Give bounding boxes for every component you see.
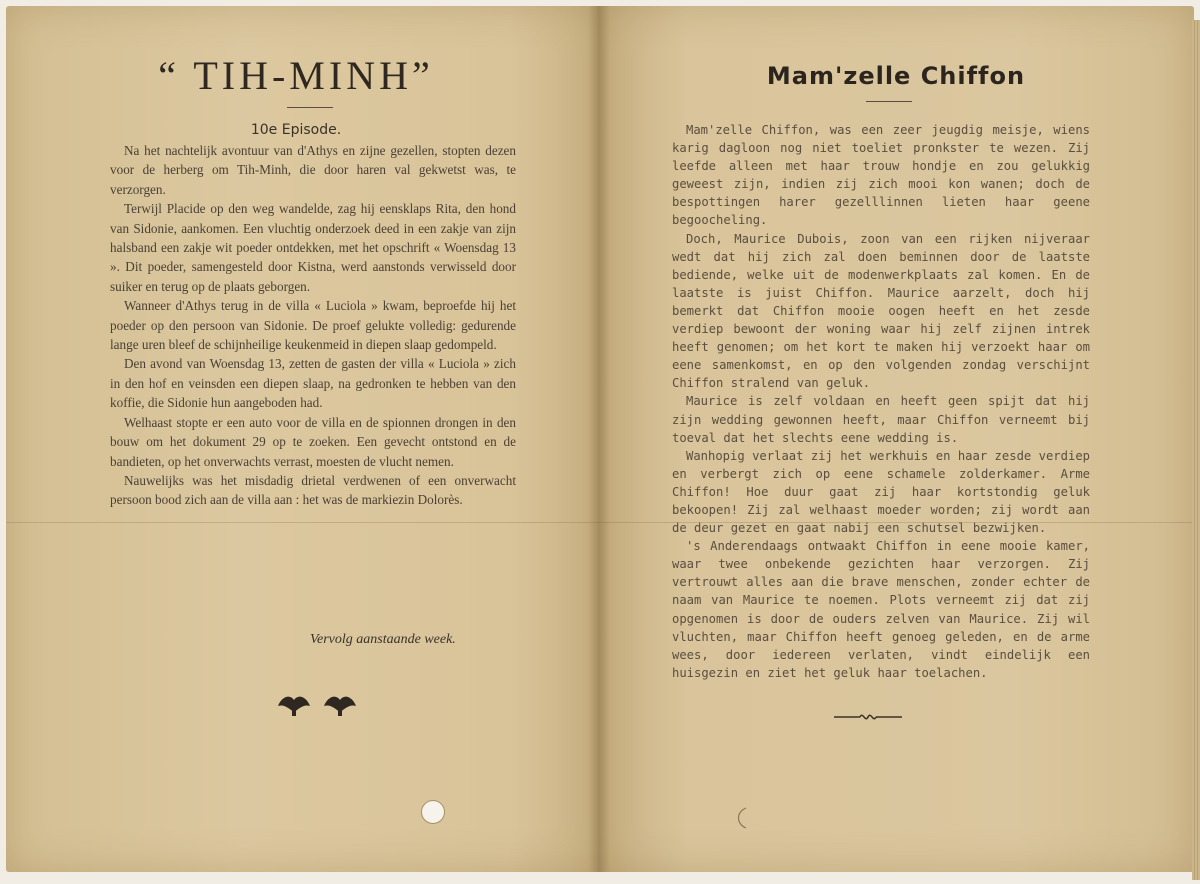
page-stack-edge: [1192, 20, 1200, 880]
punch-hole: [421, 800, 445, 824]
title-rule-left: [287, 107, 333, 108]
paragraph: Den avond van Woensdag 13, zetten de gasten der villa « Luciola » zich in den hof en veinsden een diepen slaap, na gedronken te hebben van den koffie, die Sidonie hun aangeboden had.: [110, 356, 516, 411]
squiggle-divider-icon: [832, 710, 904, 724]
title-rule-right: [866, 101, 912, 102]
paragraph: Welhaast stopte er een auto voor de villa en de spionnen drongen in den bouw om het dokument 29 op te zoeken. Een gevecht ontstond en de bandieten, op het onverwachts verrast, moesten de vlucht nemen.: [110, 414, 516, 469]
paragraph: Wanhopig verlaat zij het werkhuis en haar zesde verdiep en verbergt zich op eene schamele zolderkamer. Arme Chiffon! Hoe duur gaat zij haar kortstondig geluk bekoopen! Zij zal welhaast moeder worden; zij wordt aan de deur gezet en gaat nabij een schutsel bezwijken.: [672, 448, 1090, 536]
continued-next-week: Vervolg aanstaande week.: [310, 632, 456, 647]
left-article-body: [110, 141, 516, 510]
paragraph: Doch, Maurice Dubois, zoon van een rijken nijveraar wedt dat hij zich zal doen beminnen door de laatste bediende, welke uit de modenwerkplaats zal komen. En de laatste is juist Chiffon. Maurice aarzelt, doch hij bemerkt dat Chiffon mooie oogen heeft en het zesde verdiep bewoont der woning waar hij zelf zijnen intrek heeft genomen; om het kort te maken hij verzoekt haar om eene samenkomst, en op den volgenden zondag verschijnt Chiffon stralend van geluk.: [672, 231, 1090, 391]
paragraph: Maurice is zelf voldaan en heeft geen spijt dat hij zijn wedding gewonnen heeft, maar Chiffon verneemt bij toeval dat het slechts eene wedding is.: [672, 394, 1090, 445]
fleuron-pair-icon: [274, 690, 360, 720]
paragraph: Terwijl Placide op den weg wandelde, zag hij eensklaps Rita, den hond van Sidonie, aankomen. Een vluchtig onderzoek deed in een zakje van zijn halsband een zakje wit poeder ontdekken, met het opschrift « Woensdag 13 ». Dit poeder, samengesteld door Kistna, werd aanstonds verwisseld door suiker en terug op de plaats geborgen.: [110, 201, 516, 294]
episode-heading: 10e Episode.: [250, 122, 342, 138]
paragraph: Nauwelijks was het misdadig drietal verdwenen of een onverwacht persoon bood zich aan de villa aan : het was de markiezin Dolorès.: [110, 472, 516, 508]
paragraph: 's Anderendaags ontwaakt Chiffon in eene mooie kamer, waar twee onbekende gezichten haar verzorgen. Zij vertrouwt alles aan die brave menschen, zonder echter de naam van Maurice te noemen. Plots verneemt zij dat zij opgenomen is door de ouders zelven van Maurice. Zij wil vluchten, maar Chiffon heeft genoeg geleden, en de arme wees, door iedereen verlaten, vindt eindelijk een huisgezin en ziet het geluk haar toelachen.: [672, 539, 1090, 680]
left-page-title: “ TIH-MINH”: [158, 53, 434, 98]
page-mark: [734, 806, 748, 830]
paragraph: Na het nachtelijk avontuur van d'Athys en zijne gezellen, stopten dezen voor de herberg om Tih-Minh, die door haren val gekwetst was, te verzorgen.: [110, 143, 516, 197]
paragraph: Wanneer d'Athys terug in de villa « Luciola » kwam, beproefde hij het poeder op den persoon van Sidonie. De proef gelukte volledig: gedurende lange uren bleef de schijnheilige keukenmeid in diepen slaap gedompeld.: [110, 298, 516, 353]
right-page-title: Mam'zelle Chiffon: [766, 62, 1026, 90]
paragraph: Mam'zelle Chiffon, was een zeer jeugdig meisje, wiens karig dagloon nog niet toeliet pronkster te wezen. Zij leefde alleen met haar trouw hondje en zou gelukkig geweest zijn, indien zij zich mooi kon wanen; doch de bespottingen harer gezelllinnen lieten haar geene begoocheling.: [672, 123, 1090, 228]
right-article-body: [672, 121, 1090, 682]
